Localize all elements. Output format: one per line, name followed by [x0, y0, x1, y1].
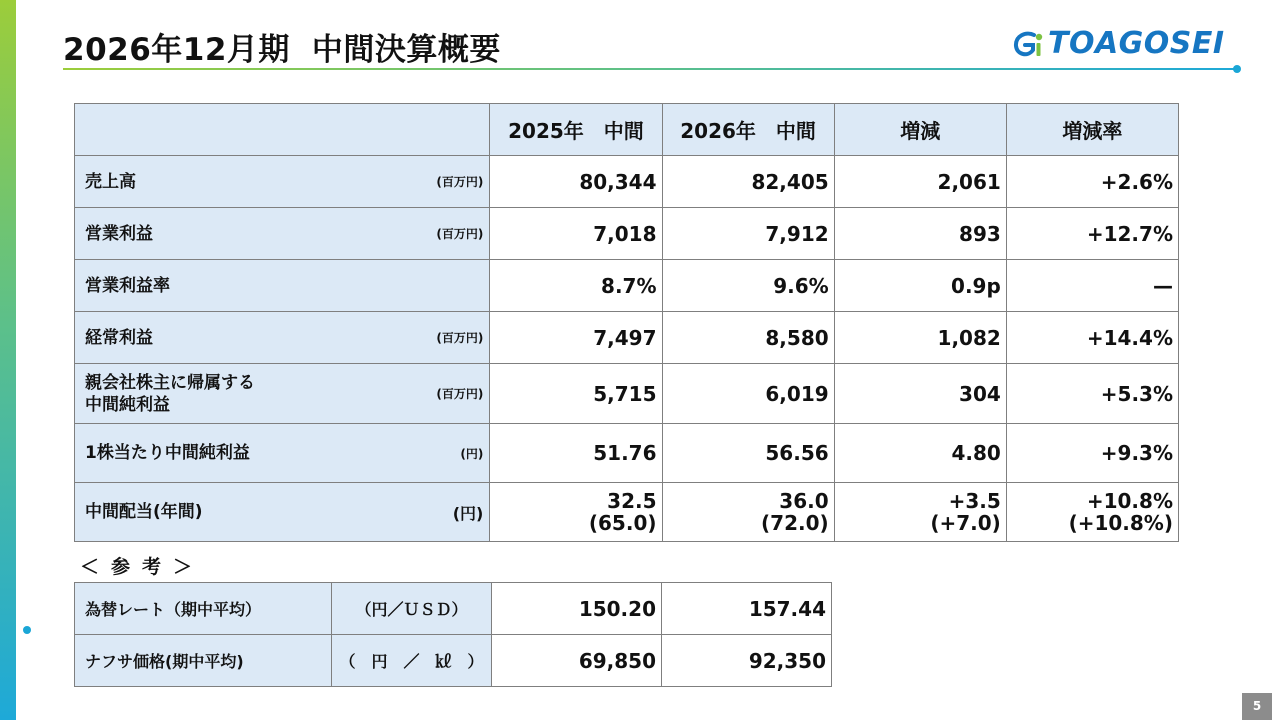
table-row: [75, 635, 832, 687]
title-underline-dot: [1233, 65, 1241, 73]
page-number: 5: [1242, 693, 1272, 720]
value-annual: (+10.8%): [1068, 511, 1173, 535]
table-row: [75, 364, 1179, 424]
value-change: 893: [834, 208, 1006, 260]
value-interim: +3.5: [948, 489, 1001, 513]
row-label: 営業利益: [85, 223, 153, 244]
title-subject: 中間決算概要: [311, 32, 501, 68]
value-2026: 82,405: [662, 156, 834, 208]
table-row: [75, 483, 1179, 542]
value-change: 0.9p: [834, 260, 1006, 312]
header-cell-2026: 2026年 中間: [662, 104, 834, 156]
value-change: 2,061: [834, 156, 1006, 208]
row-unit: (円): [452, 503, 484, 523]
value-interim: +10.8%: [1086, 489, 1173, 513]
value-2026: 6,019: [662, 364, 834, 424]
value-change-rate: +5.3%: [1006, 364, 1178, 424]
row-label-cell: [75, 208, 490, 260]
row-label-cell: [75, 364, 490, 424]
title-period: 2026年12月期: [63, 32, 290, 68]
row-label: 中間配当(年間): [85, 502, 203, 522]
value-change-rate: +2.6%: [1006, 156, 1178, 208]
value-2025: 8.7%: [490, 260, 662, 312]
value-2026: 9.6%: [662, 260, 834, 312]
value-change: 304: [834, 364, 1006, 424]
ref-row-label: 為替レート（期中平均）: [75, 583, 332, 635]
value-change-rate: +12.7%: [1006, 208, 1178, 260]
value-change: 1,082: [834, 312, 1006, 364]
row-label-cell: [75, 483, 490, 542]
row-label-cell: [75, 156, 490, 208]
value-2026: 56.56: [662, 424, 834, 483]
row-label-line2: 中間純利益: [85, 394, 170, 415]
value-2026: [662, 483, 834, 542]
table-header-row: [75, 104, 1179, 156]
header-cell-change-rate: 増減率: [1006, 104, 1178, 156]
value-change: [834, 483, 1006, 542]
table-row: [75, 312, 1179, 364]
row-label: 営業利益率: [85, 275, 170, 296]
value-annual: (+7.0): [930, 511, 1001, 535]
row-label-cell: [75, 260, 490, 312]
ref-row-unit: （ 円 ／ ㎘ ）: [332, 635, 492, 687]
row-unit: (百万円): [436, 331, 484, 345]
value-change-rate: [1006, 483, 1178, 542]
header-cell-change: 増減: [834, 104, 1006, 156]
table-row: [75, 424, 1179, 483]
logo-mark-icon: [1012, 28, 1046, 60]
ref-value-2026: 92,350: [662, 635, 832, 687]
table-row: [75, 260, 1179, 312]
row-unit: (円): [460, 446, 484, 461]
row-label: [85, 372, 255, 416]
results-summary-table: [74, 103, 1179, 542]
reference-table: [74, 582, 832, 687]
ref-row-unit: （円／ＵＳＤ）: [332, 583, 492, 635]
value-interim: 36.0: [779, 489, 829, 513]
value-2026: 7,912: [662, 208, 834, 260]
title-underline: [63, 68, 1235, 70]
value-annual: (72.0): [761, 511, 829, 535]
ref-value-2025: 150.20: [492, 583, 662, 635]
value-2025: [490, 483, 662, 542]
value-change-rate: +14.4%: [1006, 312, 1178, 364]
page-title: [63, 24, 501, 69]
ref-value-2026: 157.44: [662, 583, 832, 635]
value-annual: (65.0): [588, 511, 657, 535]
row-label-line1: 親会社株主に帰属する: [85, 372, 255, 393]
value-2025: 7,018: [490, 208, 662, 260]
table-row: [75, 208, 1179, 260]
row-label: 経常利益: [85, 327, 153, 348]
table-row: [75, 156, 1179, 208]
value-interim: 32.5: [607, 489, 657, 513]
row-unit: (百万円): [436, 227, 484, 241]
value-2025: 80,344: [490, 156, 662, 208]
row-label-cell: [75, 312, 490, 364]
side-accent-bar: [0, 0, 16, 720]
header-cell-blank: [75, 104, 490, 156]
ref-value-2025: 69,850: [492, 635, 662, 687]
value-change-rate: +9.3%: [1006, 424, 1178, 483]
value-2025: 7,497: [490, 312, 662, 364]
side-accent-dot: [23, 626, 31, 634]
value-2025: 51.76: [490, 424, 662, 483]
reference-heading: ＜参考＞: [80, 556, 205, 578]
logo-text: TOAGOSEI: [1048, 26, 1225, 61]
ref-row-label: ナフサ価格(期中平均): [75, 635, 332, 687]
row-unit: (百万円): [436, 387, 484, 401]
value-2026: 8,580: [662, 312, 834, 364]
value-change-rate: —: [1006, 260, 1178, 312]
row-label: 1株当たり中間純利益: [85, 443, 250, 463]
value-2025: 5,715: [490, 364, 662, 424]
row-label: 売上高: [85, 171, 136, 192]
row-label-cell: [75, 424, 490, 483]
value-change: 4.80: [834, 424, 1006, 483]
header-cell-2025: 2025年 中間: [490, 104, 662, 156]
table-row: [75, 583, 832, 635]
row-unit: (百万円): [436, 175, 484, 189]
company-logo: [1012, 26, 1225, 61]
